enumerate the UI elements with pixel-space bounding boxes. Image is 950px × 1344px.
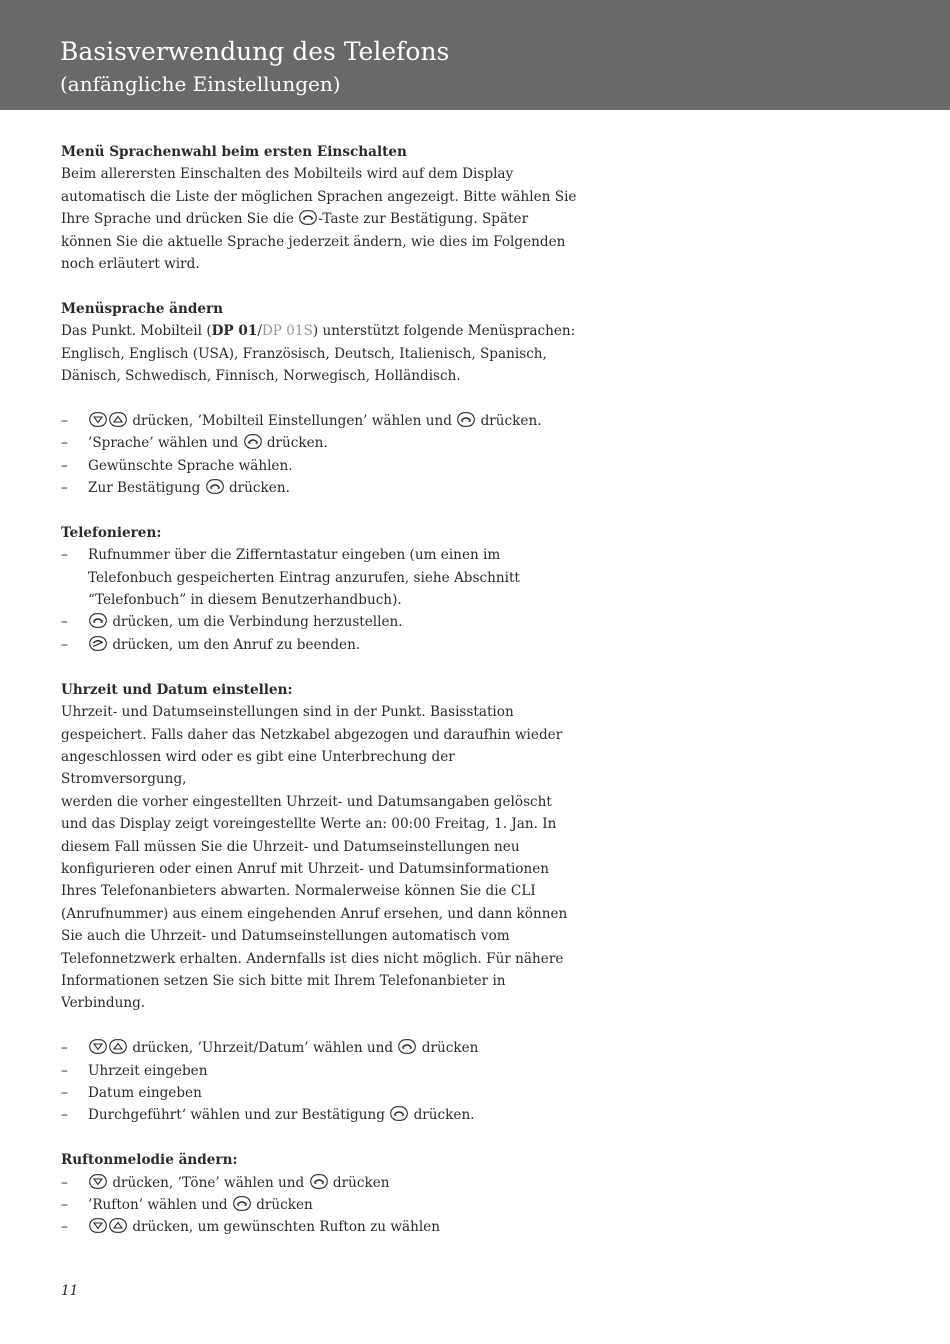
paragraph-line: Dänisch, Schwedisch, Finnisch, Norwegisch, Holländisch. [61, 368, 461, 385]
nav-down-icon [89, 1039, 107, 1054]
list-item: – Uhrzeit eingeben [61, 1062, 208, 1079]
call-key-icon [244, 434, 262, 449]
list-item: – Rufnummer über die Zifferntastatur eingeben (um einen im Telefonbuch gespeicherten Eintrag anzurufen, siehe Abschnitt “Telefonbuch” in diesem Benutzerhandbuch). [61, 547, 520, 609]
list-item: – drücken, um gewünschten Rufton zu wählen [61, 1219, 440, 1236]
list-item: – ’Sprache’ wählen und drücken. [61, 435, 328, 452]
model-dp01s: DP 01S [261, 323, 313, 340]
paragraph-line: (Anrufnummer) aus einem eingehenden Anruf ersehen, und dann können [61, 905, 568, 922]
paragraph-line: Ihre Sprache und drücken Sie die -Taste zur Bestätigung. Später [61, 211, 529, 228]
list-item: – Datum eingeben [61, 1084, 202, 1101]
end-call-icon [89, 636, 107, 651]
call-key-icon [398, 1039, 416, 1054]
list-item: – ’Rufton’ wählen und drücken [61, 1197, 313, 1213]
nav-up-icon [109, 1039, 127, 1054]
paragraph-line: und das Display zeigt voreingestellte Werte an: 00:00 Freitag, 1. Jan. In [61, 816, 557, 833]
paragraph-line: Informationen setzen Sie sich bitte mit Ihrem Telefonanbieter in [61, 972, 506, 989]
section-heading-ringtone: Ruftonmelodie ändern: [61, 1152, 238, 1169]
paragraph-line: werden die vorher eingestellten Uhrzeit- und Datumsangaben gelöscht [61, 793, 552, 810]
nav-up-icon [109, 412, 127, 427]
list-item: – drücken, ’Mobilteil Einstellungen’ wählen und drücken. [61, 412, 542, 429]
paragraph-line: Telefonnetzwerk erhalten. Andernfalls ist dies nicht möglich. Für nähere [61, 950, 564, 967]
paragraph-line: Sie auch die Uhrzeit- und Datumseinstellungen automatisch vom [61, 928, 510, 945]
call-key-icon [310, 1174, 328, 1189]
call-key-icon [89, 613, 107, 628]
page-title: Basisverwendung des Telefons [60, 37, 450, 66]
paragraph-line: gespeichert. Falls daher das Netzkabel abgezogen und daraufhin wieder [61, 726, 563, 743]
call-key-icon [206, 479, 224, 494]
page-subtitle: (anfängliche Einstellungen) [60, 72, 341, 96]
list-item: – drücken, um den Anruf zu beenden. [61, 636, 361, 653]
model-dp01: DP 01 [211, 323, 258, 340]
page-number: 11 [61, 1283, 79, 1299]
paragraph-line: Das Punkt. Mobilteil (DP 01/DP 01S) unterstützt folgende Menüsprachen: [61, 323, 576, 340]
section-heading-calling: Telefonieren: [61, 524, 162, 541]
call-key-icon [233, 1196, 251, 1211]
list-item: – Gewünschte Sprache wählen. [61, 457, 293, 474]
nav-down-icon [89, 412, 107, 427]
list-item: – drücken, um die Verbindung herzustellen. [61, 614, 403, 631]
list-item: – drücken, ’Töne’ wählen und drücken [61, 1174, 390, 1191]
paragraph-line: konfigurieren oder einen Anruf mit Uhrzeit- und Datumsinformationen [61, 860, 550, 877]
document-body [61, 141, 581, 1239]
header-band [0, 0, 950, 110]
paragraph-line: Uhrzeit- und Datumseinstellungen sind in der Punkt. Basisstation [61, 704, 514, 721]
paragraph-line: angeschlossen wird oder es gibt eine Unterbrechung der Stromversorgung, [61, 748, 455, 788]
list-item: – drücken, ’Uhrzeit/Datum’ wählen und drücken [61, 1040, 479, 1057]
paragraph-line: automatisch die Liste der möglichen Sprachen angezeigt. Bitte wählen Sie [61, 188, 577, 205]
nav-up-icon [109, 1218, 127, 1233]
call-key-icon [457, 412, 475, 427]
paragraph-line: Beim allerersten Einschalten des Mobilteils wird auf dem Display [61, 166, 514, 183]
paragraph-line: diesem Fall müssen Sie die Uhrzeit- und Datumseinstellungen neu [61, 838, 520, 855]
nav-down-icon [89, 1218, 107, 1233]
list-item: – Zur Bestätigung drücken. [61, 480, 290, 497]
paragraph-line: Englisch, Englisch (USA), Französisch, Deutsch, Italienisch, Spanisch, [61, 345, 547, 362]
call-key-icon [299, 210, 317, 225]
paragraph-line: Ihres Telefonanbieters abwarten. Normalerweise können Sie die CLI [61, 883, 536, 900]
call-key-icon [390, 1106, 408, 1121]
section-heading-change-language: Menüsprache ändern [61, 300, 224, 317]
section-heading-time-date: Uhrzeit und Datum einstellen: [61, 681, 293, 698]
section-heading-language-first: Menü Sprachenwahl beim ersten Einschalten [61, 144, 407, 160]
paragraph-line: können Sie die aktuelle Sprache jederzeit ändern, wie dies im Folgenden [61, 233, 566, 250]
nav-down-icon [89, 1174, 107, 1189]
list-item: – Durchgeführt‘ wählen und zur Bestätigung drücken. [61, 1107, 475, 1124]
paragraph-line: Verbindung. [61, 995, 146, 1012]
paragraph-line: noch erläutert wird. [61, 256, 200, 273]
